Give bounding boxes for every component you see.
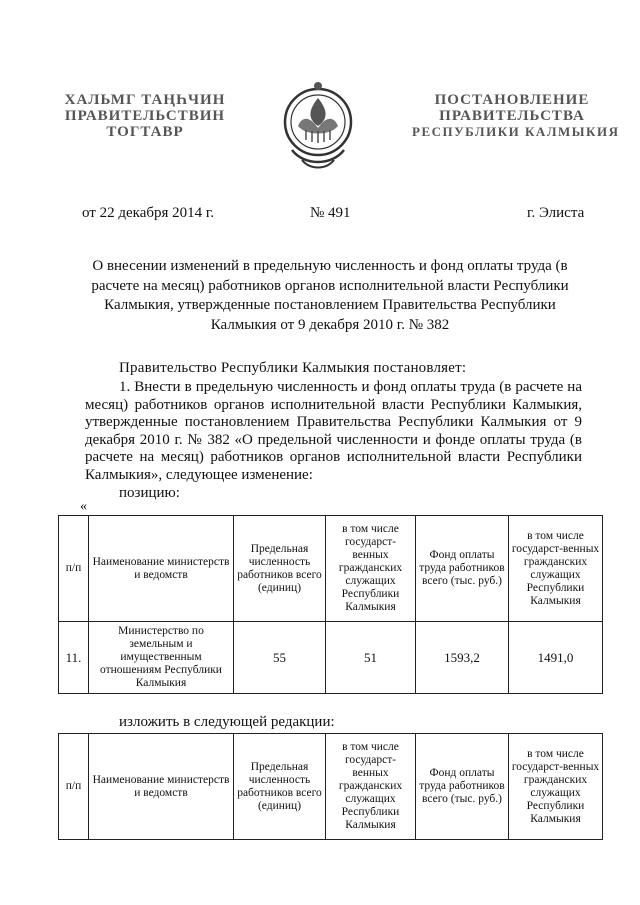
header-cell: Наименование министерств и ведомств [89,734,234,840]
row-index-cell: 11. [59,622,89,694]
header-left-line-1: ХАЛЬМГ ТАҢҺЧИН [64,92,226,108]
header-cell: Наименование министерств и ведомств [89,516,234,622]
table-row [59,622,603,694]
header-right-line-2: ПРАВИТЕЛЬСТВА [439,108,585,124]
header-right [412,92,620,140]
table-header-row [59,734,603,840]
item-1-text: 1. Внести в предельную численность и фонд оплаты труда (в расчете на месяц) работников органов исполнительной власти Республики Калмыкия, утвержденные постановлением Правительства Республики Калмыкия от 9 декабря 2010 г. № 382 «О предельной численности и фонде оплаты труда (в расчете на месяц) работников органов исполнительной власти Республики Калмыкия», следующее изменение: [85,379,582,483]
header-cell: Фонд оплаты труда работников всего (тыс. руб.) [416,516,509,622]
replace-label: изложить в следующей редакции: [119,714,335,730]
header-right-line-3: РЕСПУБЛИКИ КАЛМЫКИЯ [412,124,620,139]
document-date: от 22 декабря 2014 г. [82,205,215,221]
header-cell: в том числе государст-венных гражданских служащих Республики Калмыкия [326,516,416,622]
position-table-new [58,733,603,840]
position-label: позицию: [119,485,180,501]
headcount-civil-cell: 51 [326,622,416,694]
header-cell: в том числе государст-венных гражданских служащих Республики Калмыкия [509,734,603,840]
header-left-line-2: ПРАВИТЕЛЬСТВИН [64,108,226,124]
decree-line: Правительство Республики Калмыкия постановляет: [119,360,467,376]
payroll-total-cell: 1593,2 [416,622,509,694]
table-header-row [59,516,603,622]
coat-of-arms-emblem [276,76,360,174]
header-cell: Фонд оплаты труда работников всего (тыс. руб.) [416,734,509,840]
document-number: № 491 [310,205,351,221]
payroll-civil-cell: 1491,0 [509,622,603,694]
header-left-line-3: ТОГТАВР [106,124,184,140]
document-title: О внесении изменений в предельную численность и фонд оплаты труда (в расчете на месяц) работников органов исполнительной власти Республики Калмыкия, утвержденные постановлением Правительства Республики Калмыкия от 9 декабря 2010 г. № 382 [91,258,569,333]
header-cell: Предельная численность работников всего (единиц) [234,516,326,622]
header-cell: в том числе государст-венных гражданских служащих Республики Калмыкия [509,516,603,622]
ministry-name-cell: Министерство по земельным и имущественным отношениям Республики Калмыкия [89,622,234,694]
document-city: г. Элиста [527,205,585,221]
header-cell: п/п [59,734,89,840]
open-quote: « [80,499,87,514]
header-cell: п/п [59,516,89,622]
headcount-total-cell: 55 [234,622,326,694]
header-cell: в том числе государст-венных гражданских служащих Республики Калмыкия [326,734,416,840]
header-cell: Предельная численность работников всего (единиц) [234,734,326,840]
position-table-old [58,515,603,694]
header-left [45,92,245,140]
header-right-line-1: ПОСТАНОВЛЕНИЕ [434,92,590,108]
